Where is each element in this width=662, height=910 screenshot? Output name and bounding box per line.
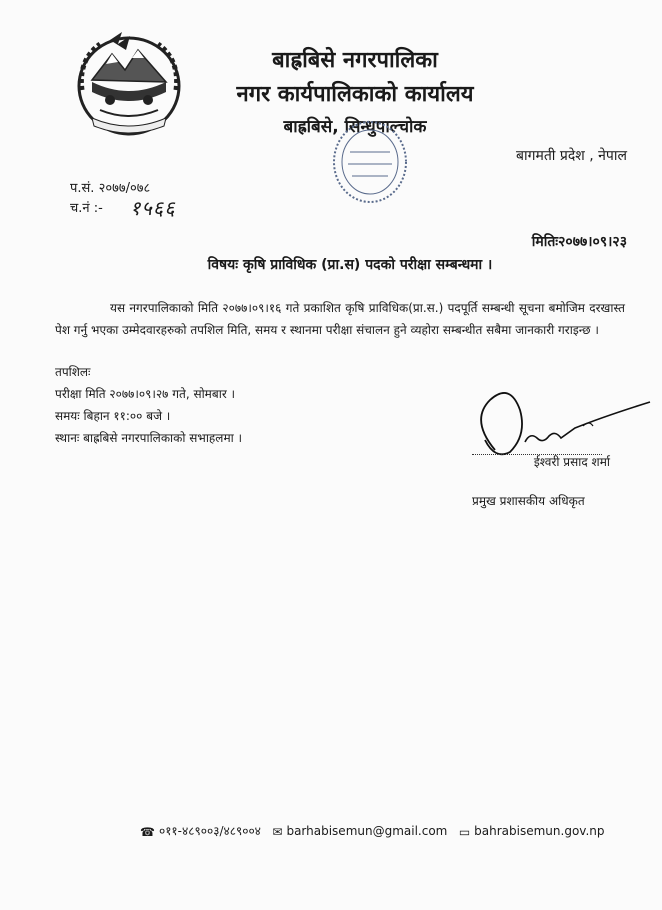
phone-icon: ☎: [140, 824, 155, 839]
office-stamp-icon: [330, 118, 410, 206]
mail-icon: ✉: [272, 824, 283, 839]
exam-date: परीक्षा मिति २०७७।०९।२७ गते, सोमबार ।: [55, 387, 236, 401]
letter-subject: विषयः कृषि प्राविधिक (प्रा.स) पदको परीक्षा सम्बन्धमा ।: [207, 257, 493, 273]
dispatch-number: १५६६: [130, 196, 176, 220]
province-label: बागमती प्रदेश , नेपाल: [515, 148, 627, 164]
footer-email[interactable]: barhabisemun@gmail.com: [286, 824, 448, 838]
office-title: बाह्रबिसे नगरपालिका: [272, 48, 438, 73]
exam-time: समयः बिहान ११:०० बजे ।: [55, 409, 171, 423]
exam-venue: स्थानः बाह्रबिसे नगरपालिकाको सभाहलमा ।: [55, 431, 243, 445]
body-paragraph: यस नगरपालिकाको मिति २०७७।०९।१६ गते प्रकाशित कृषि प्राविधिक(प्रा.स.) पदपूर्ति सम्बन्धी सूचना बमोजिम दरखास्त पेश गर्नु भएका उम्मेदवारहरुको तपशिल मिति, समय र स्थानमा परीक्षा संचालन हुने व्यहोरा सम्बन्धीत सबैमा जानकारी गराइन्छ ।: [55, 301, 625, 337]
footer-phone: ०११-४८९००३/४८९००४: [158, 824, 261, 838]
office-subtitle: नगर कार्यपालिकाको कार्यालय: [236, 82, 474, 107]
footer-contact: [140, 822, 605, 839]
office-address: बाह्रबिसे, सिन्धुपाल्चोक: [283, 117, 427, 137]
fiscal-year-ref: प.सं. २०७७/०७८: [70, 181, 151, 196]
details-label: तपशिलः: [55, 365, 91, 379]
dispatch-label: च.नं :-: [70, 201, 103, 216]
nepal-emblem-icon: [70, 30, 188, 142]
letter-date: मितिः२०७७।०९।२३: [531, 234, 627, 250]
footer-website[interactable]: bahrabisemun.gov.np: [474, 824, 605, 838]
signatory-name: ईश्वरी प्रसाद शर्मा: [533, 455, 610, 469]
signatory-designation: प्रमुख प्रशासकीय अधिकृत: [472, 494, 585, 508]
computer-icon: ▭: [458, 824, 471, 839]
